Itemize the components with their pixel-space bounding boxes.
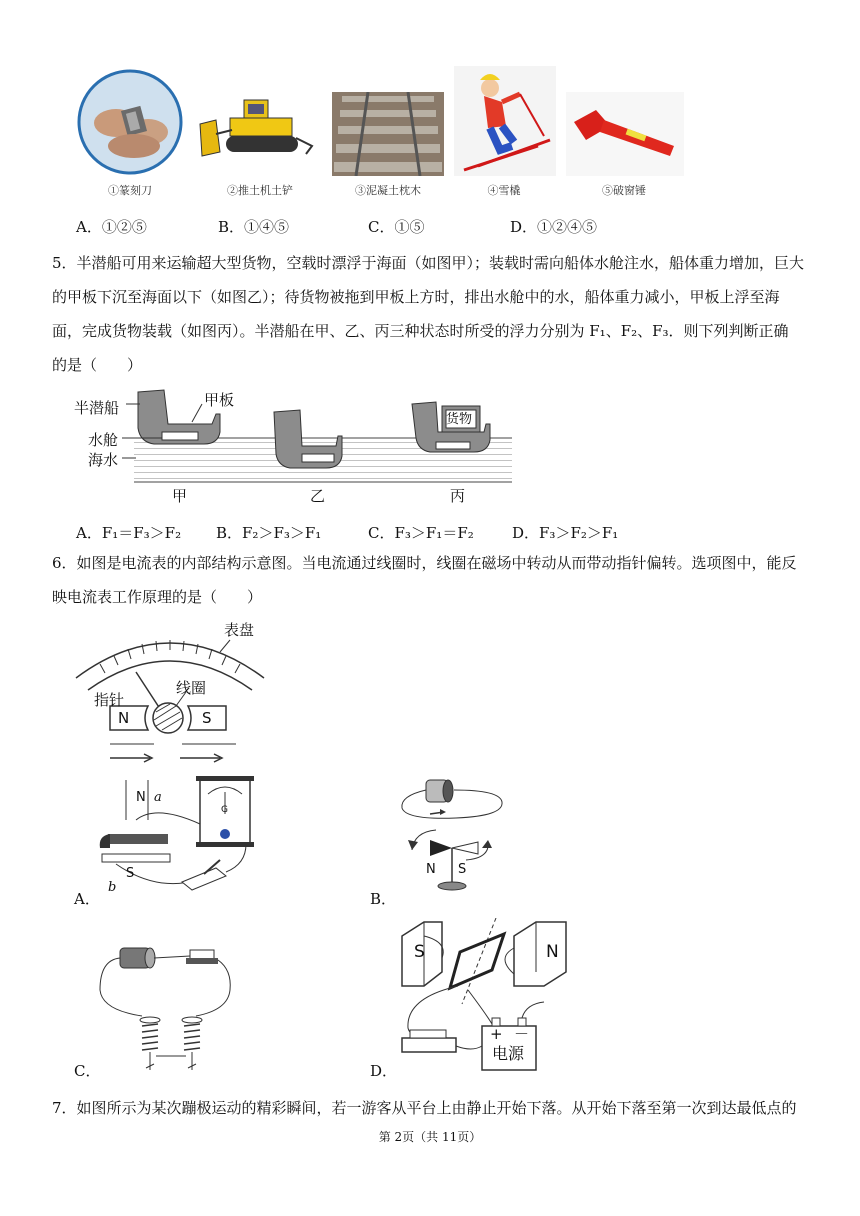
q7-question-line-1: 7．如图所示为某次蹦极运动的精彩瞬间，若一游客从平台上由静止开始下落。从开始下落至第一次到达最低点的 <box>52 1099 797 1117</box>
option-a-label-n: N <box>136 790 146 805</box>
option-d-label-n: N <box>546 942 559 962</box>
q4-caption-5: ⑤破窗锤 <box>602 184 646 197</box>
label-magnet-s: S <box>202 709 212 727</box>
q5-line-4: 的是（ ） <box>52 356 143 374</box>
option-a-label-b: b <box>108 880 117 895</box>
q4-caption-4: ④雪橇 <box>487 184 521 197</box>
q4-option-d[interactable]: D．①②④⑤ <box>510 218 598 236</box>
label-semi-submersible: 半潜船 <box>74 399 120 417</box>
q5-option-a[interactable]: A．F₁＝F₃＞F₂ <box>76 524 182 542</box>
q4-option-b[interactable]: B．①④⑤ <box>218 218 290 236</box>
q6-line-1: 6．如图是电流表的内部结构示意图。当电流通过线圈时，线圈在磁场中转动从而带动指针偏转。选项图中，能反 <box>52 554 797 572</box>
option-b-label-s: S <box>458 862 467 877</box>
option-b-label-n: N <box>426 862 436 877</box>
option-d-figure <box>396 918 576 1072</box>
q5-line-2: 的甲板下沉至海面以下（如图乙）；待货物被拖到甲板上方时，排出水舱中的水，船体重力减小，甲板上浮至海 <box>52 288 780 306</box>
q5-semi-submersible-figure <box>74 384 514 508</box>
q5-option-b[interactable]: B．F₂＞F₃＞F₁ <box>216 524 322 542</box>
option-d-label-power-source: 电源 <box>492 1044 525 1063</box>
label-deck: 甲板 <box>204 391 235 409</box>
page-number-footer: 第 2页（共 11页） <box>378 1130 482 1144</box>
q4-caption-3: ③泥凝土枕木 <box>355 184 421 197</box>
label-coil: 线圈 <box>176 679 207 697</box>
q6-option-a[interactable]: A． <box>74 890 100 908</box>
label-pointer: 指针 <box>94 691 125 709</box>
q6-line-2: 映电流表工作原理的是（ ） <box>52 588 263 606</box>
option-a-label-a: a <box>154 790 162 805</box>
q5-question <box>52 246 812 382</box>
label-state-yi: 乙 <box>310 487 326 505</box>
q6-option-d[interactable]: D． <box>370 1062 398 1080</box>
option-b-figure <box>396 776 508 896</box>
q5-option-d[interactable]: D．F₃＞F₂＞F₁ <box>512 524 619 542</box>
option-a-label-g: G <box>221 805 228 815</box>
q6-question <box>52 546 812 614</box>
semi-submersible-diagram <box>74 384 514 508</box>
window-hammer-image <box>566 92 684 176</box>
concrete-sleepers-icon <box>332 92 444 176</box>
q4-caption-2: ②推土机土铲 <box>227 184 293 197</box>
option-a-figure <box>96 774 266 904</box>
oersted-experiment-diagram <box>396 776 508 896</box>
label-water-tank: 水舱 <box>88 431 119 449</box>
electromagnetic-induction-diagram <box>96 774 266 904</box>
label-seawater: 海水 <box>88 451 119 469</box>
electromagnet-series-diagram <box>96 940 236 1074</box>
label-dial: 表盘 <box>224 621 255 639</box>
label-state-jia: 甲 <box>172 487 188 505</box>
q5-line-1: 5．半潜船可用来运输超大型货物，空载时漂浮于海面（如图甲）；装载时需向船体水舱注水，船体重力增加，巨大 <box>52 254 805 272</box>
label-magnet-n: N <box>118 709 130 727</box>
window-hammer-icon <box>566 92 684 176</box>
option-a-label-s: S <box>126 866 135 881</box>
label-state-bing: 丙 <box>450 487 466 505</box>
q4-option-c[interactable]: C．①⑤ <box>368 218 425 236</box>
q5-option-c[interactable]: C．F₃＞F₁＝F₂ <box>368 524 474 542</box>
option-d-label-minus: － <box>514 1025 530 1043</box>
q4-option-a[interactable]: A．①②⑤ <box>76 218 147 236</box>
skier-icon <box>454 66 556 176</box>
q6-option-c[interactable]: C． <box>74 1062 101 1080</box>
sleepers-image <box>332 92 444 176</box>
skier-image <box>454 66 556 176</box>
q4-caption-1: ①篆刻刀 <box>108 184 152 197</box>
seal-carving-knife-icon <box>76 68 184 176</box>
bulldozer-image <box>196 94 316 166</box>
bulldozer-icon <box>196 94 316 166</box>
option-d-label-plus: + <box>490 1025 503 1043</box>
seal-carving-knife-image <box>76 68 184 176</box>
q5-line-3: 面，完成货物装载（如图丙）。半潜船在甲、乙、丙三种状态时所受的浮力分别为 F₁、F₂、F₃．则下列判断正确 <box>52 322 789 340</box>
ammeter-structure-figure <box>70 618 270 768</box>
option-c-figure <box>96 940 236 1074</box>
q6-option-b[interactable]: B． <box>370 890 397 908</box>
option-d-label-s: S <box>414 942 425 962</box>
label-cargo: 货物 <box>446 412 473 427</box>
